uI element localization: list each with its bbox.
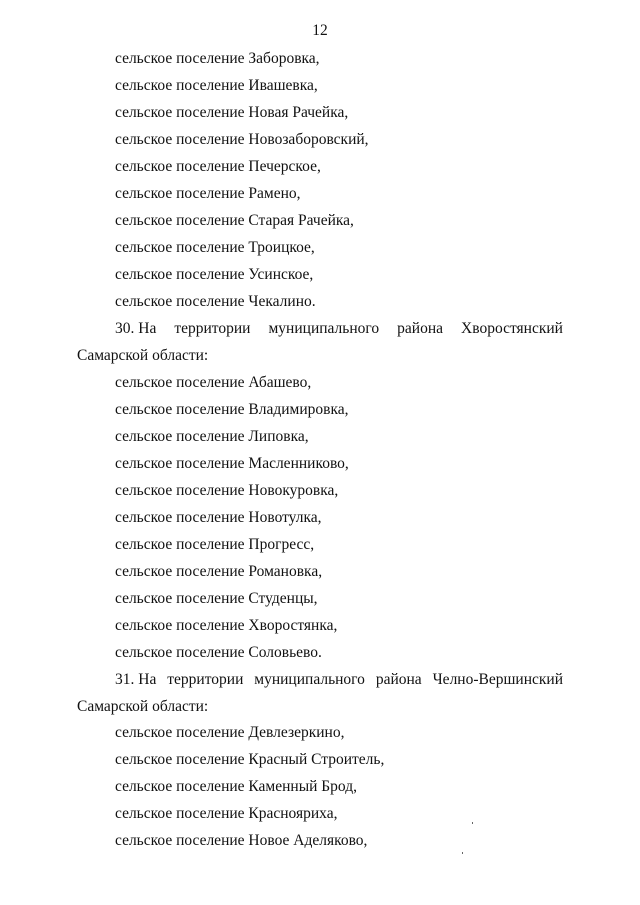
settlement-item: сельское поселение Масленниково, xyxy=(115,455,349,472)
heading-word: территории xyxy=(174,320,251,337)
settlement-item: сельское поселение Липовка, xyxy=(115,428,309,445)
settlement-item: сельское поселение Абашево, xyxy=(115,374,312,391)
page-number: 12 xyxy=(312,22,328,39)
settlement-item: сельское поселение Студенцы, xyxy=(115,590,318,607)
settlement-item: сельское поселение Девлезеркино, xyxy=(115,724,345,741)
heading-word: района xyxy=(397,320,444,337)
settlement-item: сельское поселение Краснояриха, xyxy=(115,805,338,822)
settlement-item: сельское поселение Рамено, xyxy=(115,185,301,202)
settlement-item: сельское поселение Новотулка, xyxy=(115,509,322,526)
settlement-item: сельское поселение Новозаборовский, xyxy=(115,131,369,148)
scan-speck xyxy=(472,822,473,824)
settlement-item: сельское поселение Прогресс, xyxy=(115,536,315,553)
settlement-item: сельское поселение Хворостянка, xyxy=(115,617,338,634)
settlement-item: сельское поселение Троицкое, xyxy=(115,239,315,256)
heading-word: 30. На xyxy=(115,320,157,337)
heading-word: Челно-Вершинский xyxy=(432,671,563,688)
section-31-continuation: Самарской области: xyxy=(77,698,209,715)
settlement-item: сельское поселение Соловьево. xyxy=(115,644,322,661)
heading-word: района xyxy=(375,671,422,688)
settlement-item: сельское поселение Ивашевка, xyxy=(115,77,318,94)
settlement-item: сельское поселение Чекалино. xyxy=(115,293,316,310)
heading-word: 31. На xyxy=(115,671,157,688)
section-31-heading xyxy=(115,671,563,689)
settlement-item: сельское поселение Новая Рачейка, xyxy=(115,104,349,121)
heading-word: территории xyxy=(167,671,244,688)
heading-word: муниципального xyxy=(254,671,365,688)
settlement-item: сельское поселение Владимировка, xyxy=(115,401,349,418)
scan-speck xyxy=(462,852,463,854)
settlement-item: сельское поселение Старая Рачейка, xyxy=(115,212,354,229)
settlement-item: сельское поселение Печерское, xyxy=(115,158,321,175)
settlement-item: сельское поселение Красный Строитель, xyxy=(115,751,385,768)
settlement-item: сельское поселение Романовка, xyxy=(115,563,323,580)
settlement-item: сельское поселение Новое Аделяково, xyxy=(115,832,368,849)
heading-word: Хворостянский xyxy=(461,320,563,337)
settlement-item: сельское поселение Усинское, xyxy=(115,266,314,283)
section-30-continuation: Самарской области: xyxy=(77,347,209,364)
section-30-heading xyxy=(115,320,563,338)
settlement-item: сельское поселение Новокуровка, xyxy=(115,482,339,499)
settlement-item: сельское поселение Заборовка, xyxy=(115,50,320,67)
settlement-item: сельское поселение Каменный Брод, xyxy=(115,778,357,795)
heading-word: муниципального xyxy=(268,320,380,337)
